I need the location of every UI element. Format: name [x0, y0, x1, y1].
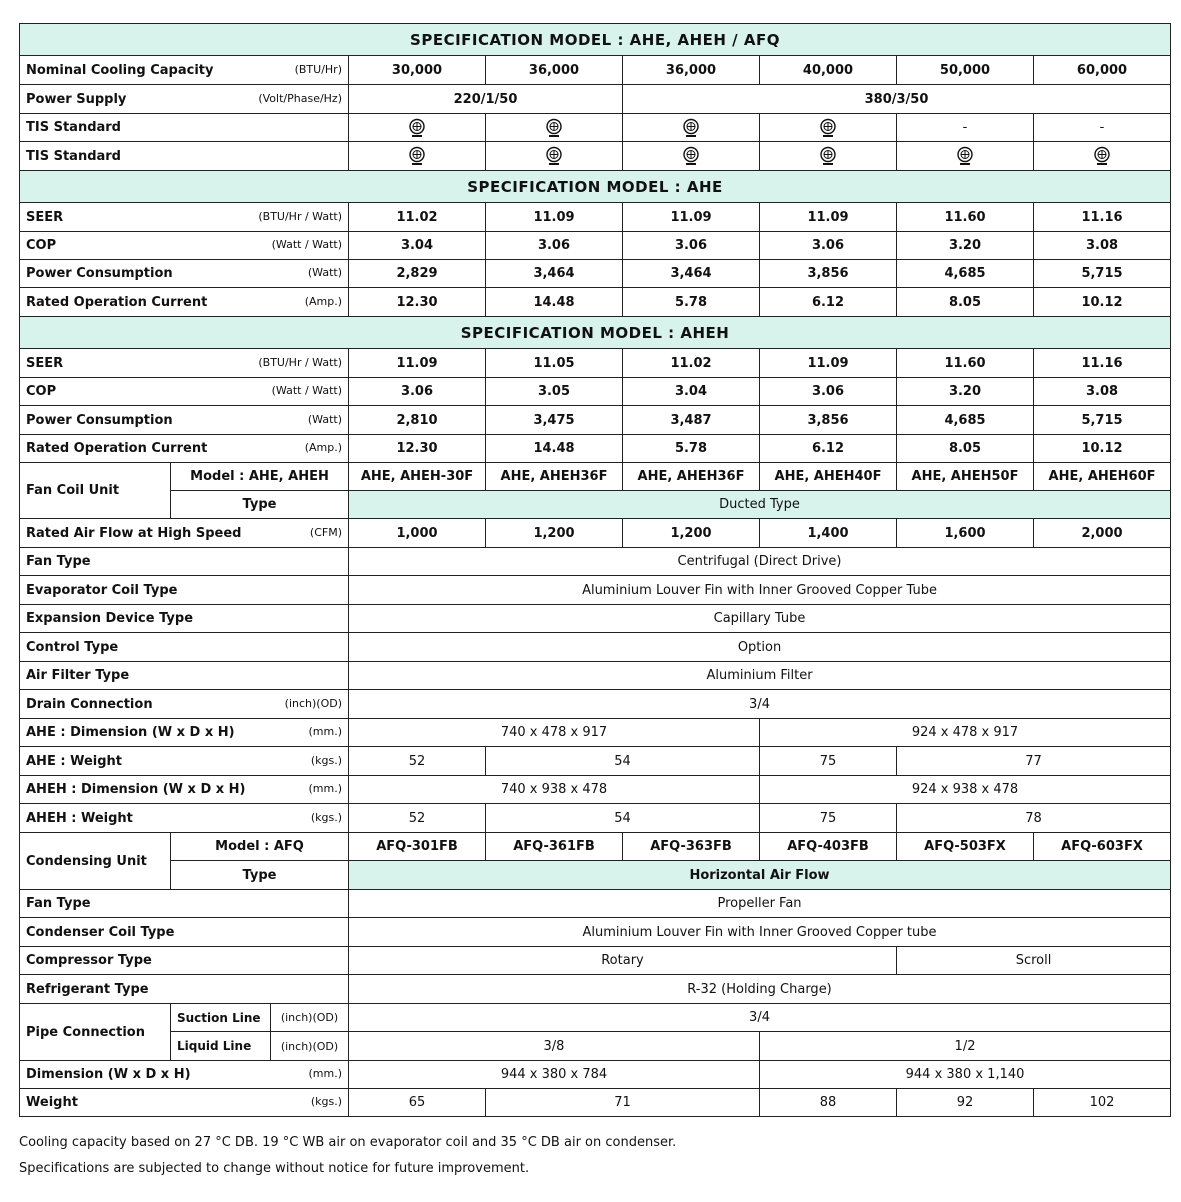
cell-value: 5,715	[1034, 260, 1171, 288]
unit-text: (Amp.)	[304, 441, 342, 454]
row-label-fan-coil-unit	[20, 463, 171, 519]
row-ahe-seer	[20, 203, 1171, 232]
cell-value: 3,487	[623, 406, 760, 435]
label-text: Pipe Connection	[26, 1024, 145, 1040]
row-label	[20, 947, 349, 975]
cell-tis	[897, 142, 1034, 171]
cell-value: 3/4	[349, 690, 1171, 719]
cell-value: Aluminium Filter	[349, 662, 1171, 690]
cell-value: 3.06	[486, 232, 623, 260]
cell-value: 1,000	[349, 519, 486, 548]
row-label	[20, 203, 349, 232]
tis-certification-mark-icon	[681, 118, 701, 138]
unit-text: (kgs.)	[310, 753, 342, 767]
row-expansion	[20, 605, 1171, 633]
row-cu-weight	[20, 1089, 1171, 1117]
unit-text: (inch)(OD)	[284, 696, 342, 710]
unit-text: (mm.)	[308, 725, 342, 738]
row-condenser	[20, 918, 1171, 947]
cell-value: 5.78	[623, 435, 760, 463]
section-header-ahe: SPECIFICATION MODEL : AHE	[20, 171, 1171, 203]
cell-value: 3.04	[623, 378, 760, 406]
label-text: TIS Standard	[26, 148, 121, 164]
row-label	[20, 576, 349, 605]
tis-certification-mark-icon	[1092, 146, 1112, 166]
cell-model: AFQ-301FB	[349, 833, 486, 861]
label-text: Condenser Coil Type	[26, 924, 175, 940]
unit-text: (kgs.)	[310, 810, 342, 824]
sub-label-type: Type	[171, 861, 349, 890]
unit-text: (Volt/Phase/Hz)	[258, 91, 342, 105]
cell-value: 4,685	[897, 260, 1034, 288]
cell-value: 11.16	[1034, 203, 1171, 232]
row-label	[20, 918, 349, 947]
row-label	[20, 56, 349, 85]
row-label	[20, 349, 349, 378]
row-pipe-suction	[20, 1004, 1171, 1032]
row-ahe-dimension	[20, 719, 1171, 747]
row-label	[20, 662, 349, 690]
row-compressor	[20, 947, 1171, 975]
sub-label-model: Model : AFQ	[171, 833, 349, 861]
cell-model: AFQ-361FB	[486, 833, 623, 861]
cell-model: AHE, AHEH-30F	[349, 463, 486, 491]
unit-text: (inch)(OD)	[271, 1004, 349, 1032]
cell-value: 2,829	[349, 260, 486, 288]
row-power-supply	[20, 85, 1171, 114]
unit-text: (BTU/Hr / Watt)	[258, 209, 342, 223]
cell-tis	[1034, 142, 1171, 171]
cell-value: 3.08	[1034, 232, 1171, 260]
tis-certification-mark-icon	[818, 118, 838, 138]
tis-certification-mark-icon	[407, 118, 427, 138]
label-text: Fan Coil Unit	[26, 483, 120, 498]
label-text: AHE : Dimension (W x D x H)	[26, 725, 235, 740]
row-label	[20, 519, 349, 548]
cell-value: 11.09	[760, 349, 897, 378]
cell-value: 3,464	[623, 260, 760, 288]
cell-value: 220/1/50	[349, 85, 623, 114]
cell-value: 75	[760, 804, 897, 833]
header-row-main	[20, 24, 1171, 56]
label-text: AHE : Weight	[26, 753, 122, 769]
row-fan-type-fcu	[20, 548, 1171, 576]
row-label	[20, 114, 349, 142]
cell-value: 1,200	[486, 519, 623, 548]
cell-value: 1,600	[897, 519, 1034, 548]
cell-value: 11.60	[897, 349, 1034, 378]
cell-value: 11.60	[897, 203, 1034, 232]
row-label	[20, 288, 349, 317]
cell-value: 3.06	[623, 232, 760, 260]
cell-value: 5,715	[1034, 406, 1171, 435]
cell-value: 2,810	[349, 406, 486, 435]
cell-value: 30,000	[349, 56, 486, 85]
section-header-aheh: SPECIFICATION MODEL : AHEH	[20, 317, 1171, 349]
unit-text: (Watt / Watt)	[271, 384, 342, 397]
cell-value: Propeller Fan	[349, 890, 1171, 918]
cell-tis	[486, 114, 623, 142]
cell-value: 11.05	[486, 349, 623, 378]
row-cooling-capacity	[20, 56, 1171, 85]
cell-value: 3,856	[760, 406, 897, 435]
cell-model: AFQ-363FB	[623, 833, 760, 861]
cell-tis	[760, 114, 897, 142]
row-label	[20, 719, 349, 747]
label-text: Rated Operation Current	[26, 441, 208, 456]
cell-value: 65	[349, 1089, 486, 1117]
row-label	[20, 232, 349, 260]
cell-type: Ducted Type	[349, 491, 1171, 519]
unit-text: (mm.)	[308, 1067, 342, 1080]
row-aheh-weight	[20, 804, 1171, 833]
cell-value: 11.09	[486, 203, 623, 232]
cell-value: Rotary	[349, 947, 897, 975]
cell-value: 75	[760, 747, 897, 776]
header-row-aheh	[20, 317, 1171, 349]
cell-value: 71	[486, 1089, 760, 1117]
cell-value: 36,000	[486, 56, 623, 85]
cell-value: 11.02	[623, 349, 760, 378]
sub-label-suction: Suction Line	[171, 1004, 271, 1032]
row-label-condensing-unit	[20, 833, 171, 890]
footnote-cooling-basis: Cooling capacity based on 27 °C DB. 19 °C WB air on evaporator coil and 35 °C DB air on condenser.	[19, 1135, 677, 1150]
specification-table	[19, 23, 1171, 1117]
row-tis-standard-1	[20, 114, 1171, 142]
cell-value: 14.48	[486, 435, 623, 463]
cell-model: AFQ-403FB	[760, 833, 897, 861]
unit-text: (Watt)	[307, 412, 342, 426]
cell-model: AHE, AHEH40F	[760, 463, 897, 491]
cell-dash: -	[1034, 114, 1171, 142]
row-label	[20, 1061, 349, 1089]
cell-value: 36,000	[623, 56, 760, 85]
cell-value: 3/4	[349, 1004, 1171, 1032]
cell-dash: -	[897, 114, 1034, 142]
cell-value: 3.20	[897, 232, 1034, 260]
cell-value: Centrifugal (Direct Drive)	[349, 548, 1171, 576]
row-aheh-current	[20, 435, 1171, 463]
cell-value: 944 x 380 x 1,140	[760, 1061, 1171, 1089]
row-label	[20, 548, 349, 576]
cell-value: 3.04	[349, 232, 486, 260]
cell-value: 3.05	[486, 378, 623, 406]
tis-certification-mark-icon	[544, 146, 564, 166]
cell-value: 3.20	[897, 378, 1034, 406]
label-text: Compressor Type	[26, 953, 152, 968]
row-control	[20, 633, 1171, 662]
cell-value: Scroll	[897, 947, 1171, 975]
sub-label-type: Type	[171, 491, 349, 519]
cell-value: 54	[486, 804, 760, 833]
cell-value: 11.09	[623, 203, 760, 232]
cell-value: 52	[349, 747, 486, 776]
row-aheh-cop	[20, 378, 1171, 406]
cell-value: 380/3/50	[623, 85, 1171, 114]
cell-value: 924 x 478 x 917	[760, 719, 1171, 747]
cell-value: 14.48	[486, 288, 623, 317]
cell-model: AFQ-503FX	[897, 833, 1034, 861]
label-text: Evaporator Coil Type	[26, 582, 178, 598]
cell-value: 3.06	[760, 378, 897, 406]
cell-value: Aluminium Louver Fin with Inner Grooved Copper Tube	[349, 576, 1171, 605]
row-airflow	[20, 519, 1171, 548]
tis-certification-mark-icon	[544, 118, 564, 138]
cell-tis	[349, 142, 486, 171]
tis-certification-mark-icon	[818, 146, 838, 166]
cell-value: 1/2	[760, 1032, 1171, 1061]
label-text: SEER	[26, 355, 64, 371]
cell-value: 5.78	[623, 288, 760, 317]
row-label	[20, 142, 349, 171]
cell-value: Capillary Tube	[349, 605, 1171, 633]
label-text: SEER	[26, 209, 64, 225]
cell-value: 11.16	[1034, 349, 1171, 378]
cell-model: AHE, AHEH36F	[486, 463, 623, 491]
row-drain	[20, 690, 1171, 719]
cell-model: AFQ-603FX	[1034, 833, 1171, 861]
row-label	[20, 1089, 349, 1117]
cell-value: R-32 (Holding Charge)	[349, 975, 1171, 1004]
cell-tis	[623, 114, 760, 142]
tis-certification-mark-icon	[407, 146, 427, 166]
cell-value: 2,000	[1034, 519, 1171, 548]
label-text: AHEH : Dimension (W x D x H)	[26, 782, 246, 797]
cell-value: 102	[1034, 1089, 1171, 1117]
row-aheh-seer	[20, 349, 1171, 378]
cell-model: AHE, AHEH50F	[897, 463, 1034, 491]
label-text: Control Type	[26, 639, 119, 655]
unit-text: (kgs.)	[310, 1095, 342, 1108]
cell-value: 6.12	[760, 288, 897, 317]
row-label	[20, 260, 349, 288]
row-label	[20, 378, 349, 406]
row-label	[20, 85, 349, 114]
row-label	[20, 406, 349, 435]
row-refrigerant	[20, 975, 1171, 1004]
cell-value: 77	[897, 747, 1171, 776]
sub-label-liquid: Liquid Line	[171, 1032, 271, 1061]
label-text: Weight	[26, 1095, 78, 1110]
cell-tis	[486, 142, 623, 171]
cell-value: 3,475	[486, 406, 623, 435]
label-text: Power Consumption	[26, 266, 173, 281]
row-label-pipe-connection	[20, 1004, 171, 1061]
unit-text: (inch)(OD)	[271, 1032, 349, 1061]
row-evaporator	[20, 576, 1171, 605]
cell-value: 52	[349, 804, 486, 833]
cell-value: 50,000	[897, 56, 1034, 85]
label-text: Expansion Device Type	[26, 611, 194, 626]
cell-value: 924 x 938 x 478	[760, 776, 1171, 804]
cell-value: 3,856	[760, 260, 897, 288]
label-text: Rated Operation Current	[26, 294, 208, 310]
row-label	[20, 605, 349, 633]
unit-text: (CFM)	[309, 525, 342, 539]
sub-label-model: Model : AHE, AHEH	[171, 463, 349, 491]
cell-value: 10.12	[1034, 435, 1171, 463]
row-ahe-current	[20, 288, 1171, 317]
cell-value: 3.06	[760, 232, 897, 260]
row-label	[20, 975, 349, 1004]
cell-value: 11.02	[349, 203, 486, 232]
row-air-filter	[20, 662, 1171, 690]
label-text: Air Filter Type	[26, 668, 130, 683]
row-fcu-model	[20, 463, 1171, 491]
row-ahe-cop	[20, 232, 1171, 260]
row-cu-dimension	[20, 1061, 1171, 1089]
cell-value: 54	[486, 747, 760, 776]
cell-model: AHE, AHEH36F	[623, 463, 760, 491]
label-text: Condensing Unit	[26, 853, 147, 869]
cell-value: 78	[897, 804, 1171, 833]
cell-value: 60,000	[1034, 56, 1171, 85]
cell-value: 740 x 478 x 917	[349, 719, 760, 747]
cell-value: 4,685	[897, 406, 1034, 435]
cell-value: 1,400	[760, 519, 897, 548]
cell-value: 944 x 380 x 784	[349, 1061, 760, 1089]
cell-value: 10.12	[1034, 288, 1171, 317]
row-cu-model	[20, 833, 1171, 861]
row-label	[20, 747, 349, 776]
cell-value: 88	[760, 1089, 897, 1117]
cell-value: 11.09	[349, 349, 486, 378]
cell-value: 8.05	[897, 288, 1034, 317]
row-tis-standard-2	[20, 142, 1171, 171]
cell-tis	[623, 142, 760, 171]
header-row-ahe	[20, 171, 1171, 203]
cell-value: 3.06	[349, 378, 486, 406]
unit-text: (Amp.)	[304, 294, 342, 308]
row-fan-type-cu	[20, 890, 1171, 918]
label-text: Dimension (W x D x H)	[26, 1067, 191, 1082]
label-text: Power Consumption	[26, 412, 173, 428]
unit-text: (Watt)	[307, 266, 342, 279]
tis-certification-mark-icon	[955, 146, 975, 166]
cell-value: 12.30	[349, 435, 486, 463]
row-label	[20, 890, 349, 918]
label-text: Refrigerant Type	[26, 981, 149, 997]
row-aheh-dimension	[20, 776, 1171, 804]
cell-value: 40,000	[760, 56, 897, 85]
section-header-main: SPECIFICATION MODEL : AHE, AHEH / AFQ	[20, 24, 1171, 56]
cell-value: 6.12	[760, 435, 897, 463]
row-label	[20, 435, 349, 463]
label-text: Nominal Cooling Capacity	[26, 62, 214, 78]
cell-value: 3.08	[1034, 378, 1171, 406]
row-label	[20, 690, 349, 719]
unit-text: (mm.)	[308, 782, 342, 795]
unit-text: (BTU/Hr)	[294, 62, 342, 76]
label-text: Fan Type	[26, 896, 91, 911]
footnotes	[19, 1130, 676, 1182]
label-text: COP	[26, 238, 57, 253]
cell-tis	[349, 114, 486, 142]
label-text: Power Supply	[26, 91, 127, 107]
label-text: Rated Air Flow at High Speed	[26, 525, 242, 541]
unit-text: (Watt / Watt)	[271, 238, 342, 251]
cell-value: 8.05	[897, 435, 1034, 463]
row-cu-type	[20, 861, 1171, 890]
label-text: Drain Connection	[26, 696, 153, 712]
label-text: TIS Standard	[26, 120, 121, 135]
row-aheh-power	[20, 406, 1171, 435]
footnote-specification-change: Specifications are subjected to change without notice for future improvement.	[19, 1161, 530, 1176]
label-text: COP	[26, 384, 57, 399]
row-label	[20, 776, 349, 804]
row-ahe-power	[20, 260, 1171, 288]
cell-model: AHE, AHEH60F	[1034, 463, 1171, 491]
cell-value: Option	[349, 633, 1171, 662]
cell-value: 92	[897, 1089, 1034, 1117]
cell-value: 740 x 938 x 478	[349, 776, 760, 804]
row-fcu-type	[20, 491, 1171, 519]
unit-text: (BTU/Hr / Watt)	[258, 355, 342, 369]
cell-value: 3/8	[349, 1032, 760, 1061]
label-text: AHEH : Weight	[26, 810, 133, 826]
cell-value: 12.30	[349, 288, 486, 317]
row-ahe-weight	[20, 747, 1171, 776]
cell-tis	[760, 142, 897, 171]
label-text: Fan Type	[26, 554, 91, 569]
cell-type: Horizontal Air Flow	[349, 861, 1171, 890]
tis-certification-mark-icon	[681, 146, 701, 166]
row-label	[20, 804, 349, 833]
row-label	[20, 633, 349, 662]
cell-value: 1,200	[623, 519, 760, 548]
row-pipe-liquid	[20, 1032, 1171, 1061]
cell-value: Aluminium Louver Fin with Inner Grooved Copper tube	[349, 918, 1171, 947]
cell-value: 3,464	[486, 260, 623, 288]
cell-value: 11.09	[760, 203, 897, 232]
